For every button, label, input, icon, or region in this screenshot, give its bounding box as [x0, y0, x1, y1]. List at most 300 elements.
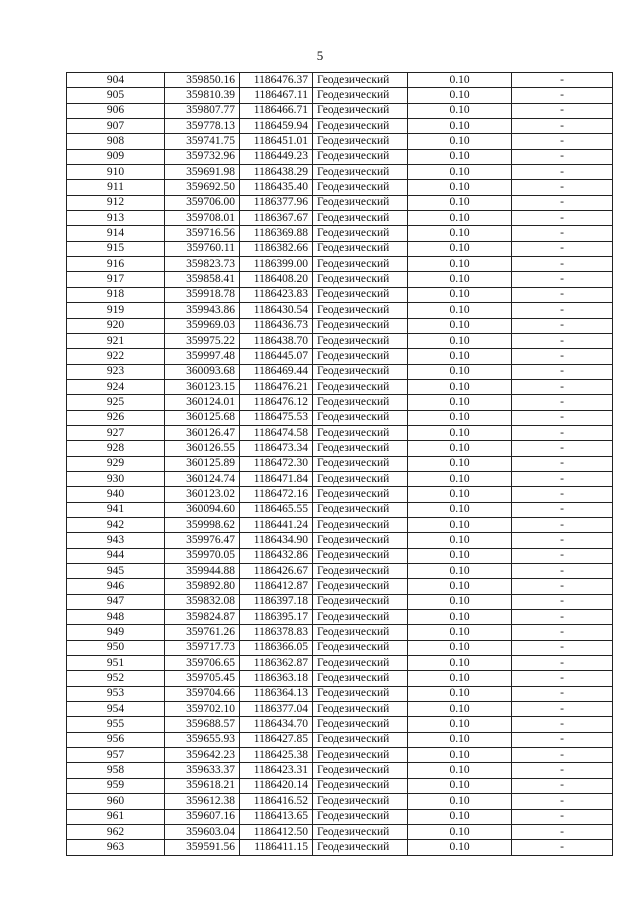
- point-number-cell: 963: [67, 840, 165, 855]
- method-cell: Геодезический: [313, 211, 408, 226]
- note-cell: -: [512, 594, 613, 609]
- note-cell: -: [512, 840, 613, 855]
- y-coordinate-cell: 1186475.53: [240, 410, 313, 425]
- point-number-cell: 957: [67, 748, 165, 763]
- x-coordinate-cell: 359717.73: [165, 640, 240, 655]
- table-row: [67, 594, 613, 609]
- table-row: [67, 533, 613, 548]
- accuracy-cell: 0.10: [408, 226, 512, 241]
- table-row: [67, 732, 613, 747]
- method-cell: Геодезический: [313, 410, 408, 425]
- point-number-cell: 909: [67, 149, 165, 164]
- point-number-cell: 941: [67, 502, 165, 517]
- note-cell: -: [512, 318, 613, 333]
- x-coordinate-cell: 359970.05: [165, 548, 240, 563]
- x-coordinate-cell: 359642.23: [165, 748, 240, 763]
- y-coordinate-cell: 1186423.31: [240, 763, 313, 778]
- point-number-cell: 904: [67, 73, 165, 88]
- y-coordinate-cell: 1186427.85: [240, 732, 313, 747]
- x-coordinate-cell: 359975.22: [165, 333, 240, 348]
- accuracy-cell: 0.10: [408, 471, 512, 486]
- accuracy-cell: 0.10: [408, 625, 512, 640]
- point-number-cell: 958: [67, 763, 165, 778]
- method-cell: Геодезический: [313, 471, 408, 486]
- note-cell: -: [512, 425, 613, 440]
- accuracy-cell: 0.10: [408, 748, 512, 763]
- table-row: [67, 763, 613, 778]
- method-cell: Геодезический: [313, 364, 408, 379]
- accuracy-cell: 0.10: [408, 88, 512, 103]
- table-row: [67, 456, 613, 471]
- x-coordinate-cell: 359760.11: [165, 241, 240, 256]
- note-cell: -: [512, 349, 613, 364]
- x-coordinate-cell: 359918.78: [165, 287, 240, 302]
- point-number-cell: 912: [67, 195, 165, 210]
- table-row: [67, 333, 613, 348]
- accuracy-cell: 0.10: [408, 487, 512, 502]
- point-number-cell: 943: [67, 533, 165, 548]
- table-row: [67, 180, 613, 195]
- y-coordinate-cell: 1186378.83: [240, 625, 313, 640]
- y-coordinate-cell: 1186425.38: [240, 748, 313, 763]
- note-cell: -: [512, 610, 613, 625]
- note-cell: -: [512, 778, 613, 793]
- point-number-cell: 944: [67, 548, 165, 563]
- method-cell: Геодезический: [313, 778, 408, 793]
- point-number-cell: 959: [67, 778, 165, 793]
- x-coordinate-cell: 360125.68: [165, 410, 240, 425]
- note-cell: -: [512, 165, 613, 180]
- y-coordinate-cell: 1186395.17: [240, 610, 313, 625]
- note-cell: -: [512, 73, 613, 88]
- y-coordinate-cell: 1186377.04: [240, 702, 313, 717]
- method-cell: Геодезический: [313, 379, 408, 394]
- point-number-cell: 919: [67, 303, 165, 318]
- accuracy-cell: 0.10: [408, 119, 512, 134]
- point-number-cell: 940: [67, 487, 165, 502]
- method-cell: Геодезический: [313, 564, 408, 579]
- accuracy-cell: 0.10: [408, 656, 512, 671]
- method-cell: Геодезический: [313, 441, 408, 456]
- accuracy-cell: 0.10: [408, 610, 512, 625]
- x-coordinate-cell: 359704.66: [165, 686, 240, 701]
- accuracy-cell: 0.10: [408, 333, 512, 348]
- x-coordinate-cell: 359655.93: [165, 732, 240, 747]
- accuracy-cell: 0.10: [408, 778, 512, 793]
- note-cell: -: [512, 88, 613, 103]
- note-cell: -: [512, 333, 613, 348]
- x-coordinate-cell: 360093.68: [165, 364, 240, 379]
- table-row: [67, 395, 613, 410]
- point-number-cell: 949: [67, 625, 165, 640]
- method-cell: Геодезический: [313, 226, 408, 241]
- accuracy-cell: 0.10: [408, 287, 512, 302]
- x-coordinate-cell: 359823.73: [165, 257, 240, 272]
- table-row: [67, 487, 613, 502]
- x-coordinate-cell: 359706.65: [165, 656, 240, 671]
- note-cell: -: [512, 625, 613, 640]
- table-row: [67, 824, 613, 839]
- point-number-cell: 911: [67, 180, 165, 195]
- method-cell: Геодезический: [313, 180, 408, 195]
- x-coordinate-cell: 359832.08: [165, 594, 240, 609]
- table-row: [67, 379, 613, 394]
- method-cell: Геодезический: [313, 625, 408, 640]
- point-number-cell: 956: [67, 732, 165, 747]
- method-cell: Геодезический: [313, 241, 408, 256]
- table-row: [67, 625, 613, 640]
- point-number-cell: 952: [67, 671, 165, 686]
- accuracy-cell: 0.10: [408, 211, 512, 226]
- point-number-cell: 918: [67, 287, 165, 302]
- y-coordinate-cell: 1186465.55: [240, 502, 313, 517]
- accuracy-cell: 0.10: [408, 73, 512, 88]
- y-coordinate-cell: 1186436.73: [240, 318, 313, 333]
- table-row: [67, 471, 613, 486]
- point-number-cell: 948: [67, 610, 165, 625]
- y-coordinate-cell: 1186377.96: [240, 195, 313, 210]
- method-cell: Геодезический: [313, 425, 408, 440]
- point-number-cell: 955: [67, 717, 165, 732]
- accuracy-cell: 0.10: [408, 441, 512, 456]
- table-row: [67, 717, 613, 732]
- y-coordinate-cell: 1186426.67: [240, 564, 313, 579]
- x-coordinate-cell: 359778.13: [165, 119, 240, 134]
- note-cell: -: [512, 487, 613, 502]
- point-number-cell: 916: [67, 257, 165, 272]
- note-cell: -: [512, 794, 613, 809]
- accuracy-cell: 0.10: [408, 671, 512, 686]
- y-coordinate-cell: 1186473.34: [240, 441, 313, 456]
- accuracy-cell: 0.10: [408, 548, 512, 563]
- x-coordinate-cell: 360123.02: [165, 487, 240, 502]
- method-cell: Геодезический: [313, 717, 408, 732]
- note-cell: -: [512, 640, 613, 655]
- table-row: [67, 364, 613, 379]
- note-cell: -: [512, 748, 613, 763]
- x-coordinate-cell: 359702.10: [165, 702, 240, 717]
- x-coordinate-cell: 360123.15: [165, 379, 240, 394]
- x-coordinate-cell: 359810.39: [165, 88, 240, 103]
- note-cell: -: [512, 226, 613, 241]
- table-row: [67, 748, 613, 763]
- x-coordinate-cell: 359998.62: [165, 517, 240, 532]
- y-coordinate-cell: 1186411.15: [240, 840, 313, 855]
- point-number-cell: 945: [67, 564, 165, 579]
- note-cell: -: [512, 410, 613, 425]
- table-row: [67, 702, 613, 717]
- y-coordinate-cell: 1186445.07: [240, 349, 313, 364]
- accuracy-cell: 0.10: [408, 349, 512, 364]
- method-cell: Геодезический: [313, 119, 408, 134]
- x-coordinate-cell: 359688.57: [165, 717, 240, 732]
- point-number-cell: 907: [67, 119, 165, 134]
- point-number-cell: 951: [67, 656, 165, 671]
- note-cell: -: [512, 241, 613, 256]
- accuracy-cell: 0.10: [408, 640, 512, 655]
- table-row: [67, 671, 613, 686]
- y-coordinate-cell: 1186362.87: [240, 656, 313, 671]
- method-cell: Геодезический: [313, 517, 408, 532]
- y-coordinate-cell: 1186366.05: [240, 640, 313, 655]
- table-row: [67, 318, 613, 333]
- accuracy-cell: 0.10: [408, 517, 512, 532]
- accuracy-cell: 0.10: [408, 303, 512, 318]
- table-row: [67, 303, 613, 318]
- method-cell: Геодезический: [313, 548, 408, 563]
- method-cell: Геодезический: [313, 165, 408, 180]
- table-row: [67, 441, 613, 456]
- point-number-cell: 921: [67, 333, 165, 348]
- table-row: [67, 610, 613, 625]
- note-cell: -: [512, 502, 613, 517]
- point-number-cell: 927: [67, 425, 165, 440]
- table-row: [67, 349, 613, 364]
- note-cell: -: [512, 195, 613, 210]
- note-cell: -: [512, 180, 613, 195]
- method-cell: Геодезический: [313, 502, 408, 517]
- method-cell: Геодезический: [313, 195, 408, 210]
- y-coordinate-cell: 1186382.66: [240, 241, 313, 256]
- table-row: [67, 794, 613, 809]
- table-row: [67, 149, 613, 164]
- y-coordinate-cell: 1186472.30: [240, 456, 313, 471]
- table-row: [67, 840, 613, 855]
- note-cell: -: [512, 134, 613, 149]
- method-cell: Геодезический: [313, 303, 408, 318]
- note-cell: -: [512, 579, 613, 594]
- table-row: [67, 778, 613, 793]
- table-row: [67, 656, 613, 671]
- point-number-cell: 913: [67, 211, 165, 226]
- accuracy-cell: 0.10: [408, 702, 512, 717]
- y-coordinate-cell: 1186367.67: [240, 211, 313, 226]
- note-cell: -: [512, 379, 613, 394]
- y-coordinate-cell: 1186434.90: [240, 533, 313, 548]
- method-cell: Геодезический: [313, 732, 408, 747]
- x-coordinate-cell: 359892.80: [165, 579, 240, 594]
- note-cell: -: [512, 103, 613, 118]
- y-coordinate-cell: 1186441.24: [240, 517, 313, 532]
- point-number-cell: 915: [67, 241, 165, 256]
- x-coordinate-cell: 360124.74: [165, 471, 240, 486]
- note-cell: -: [512, 441, 613, 456]
- point-number-cell: 908: [67, 134, 165, 149]
- note-cell: -: [512, 287, 613, 302]
- y-coordinate-cell: 1186459.94: [240, 119, 313, 134]
- note-cell: -: [512, 533, 613, 548]
- y-coordinate-cell: 1186476.21: [240, 379, 313, 394]
- note-cell: -: [512, 211, 613, 226]
- table-row: [67, 165, 613, 180]
- point-number-cell: 946: [67, 579, 165, 594]
- accuracy-cell: 0.10: [408, 272, 512, 287]
- method-cell: Геодезический: [313, 824, 408, 839]
- x-coordinate-cell: 359943.86: [165, 303, 240, 318]
- note-cell: -: [512, 763, 613, 778]
- x-coordinate-cell: 360125.89: [165, 456, 240, 471]
- table-row: [67, 517, 613, 532]
- point-number-cell: 925: [67, 395, 165, 410]
- method-cell: Геодезический: [313, 149, 408, 164]
- point-number-cell: 920: [67, 318, 165, 333]
- point-number-cell: 962: [67, 824, 165, 839]
- table-row: [67, 579, 613, 594]
- note-cell: -: [512, 671, 613, 686]
- point-number-cell: 924: [67, 379, 165, 394]
- y-coordinate-cell: 1186363.18: [240, 671, 313, 686]
- accuracy-cell: 0.10: [408, 241, 512, 256]
- method-cell: Геодезический: [313, 333, 408, 348]
- method-cell: Геодезический: [313, 610, 408, 625]
- y-coordinate-cell: 1186474.58: [240, 425, 313, 440]
- accuracy-cell: 0.10: [408, 257, 512, 272]
- point-number-cell: 922: [67, 349, 165, 364]
- method-cell: Геодезический: [313, 134, 408, 149]
- point-number-cell: 905: [67, 88, 165, 103]
- accuracy-cell: 0.10: [408, 134, 512, 149]
- accuracy-cell: 0.10: [408, 318, 512, 333]
- table-row: [67, 548, 613, 563]
- note-cell: -: [512, 119, 613, 134]
- method-cell: Геодезический: [313, 794, 408, 809]
- point-number-cell: 928: [67, 441, 165, 456]
- x-coordinate-cell: 359732.96: [165, 149, 240, 164]
- table-row: [67, 226, 613, 241]
- y-coordinate-cell: 1186476.12: [240, 395, 313, 410]
- table-row: [67, 410, 613, 425]
- y-coordinate-cell: 1186412.50: [240, 824, 313, 839]
- y-coordinate-cell: 1186472.16: [240, 487, 313, 502]
- method-cell: Геодезический: [313, 809, 408, 824]
- method-cell: Геодезический: [313, 748, 408, 763]
- x-coordinate-cell: 360094.60: [165, 502, 240, 517]
- note-cell: -: [512, 809, 613, 824]
- table-row: [67, 195, 613, 210]
- method-cell: Геодезический: [313, 349, 408, 364]
- table-row: [67, 640, 613, 655]
- table-row: [67, 272, 613, 287]
- x-coordinate-cell: 359858.41: [165, 272, 240, 287]
- point-number-cell: 953: [67, 686, 165, 701]
- note-cell: -: [512, 656, 613, 671]
- y-coordinate-cell: 1186420.14: [240, 778, 313, 793]
- point-number-cell: 954: [67, 702, 165, 717]
- point-number-cell: 942: [67, 517, 165, 532]
- method-cell: Геодезический: [313, 318, 408, 333]
- note-cell: -: [512, 564, 613, 579]
- x-coordinate-cell: 359591.56: [165, 840, 240, 855]
- method-cell: Геодезический: [313, 671, 408, 686]
- x-coordinate-cell: 359691.98: [165, 165, 240, 180]
- x-coordinate-cell: 359976.47: [165, 533, 240, 548]
- table-row: [67, 257, 613, 272]
- x-coordinate-cell: 359603.04: [165, 824, 240, 839]
- page-number: 5: [316, 48, 324, 63]
- table-row: [67, 119, 613, 134]
- note-cell: -: [512, 702, 613, 717]
- accuracy-cell: 0.10: [408, 364, 512, 379]
- note-cell: -: [512, 517, 613, 532]
- y-coordinate-cell: 1186434.70: [240, 717, 313, 732]
- y-coordinate-cell: 1186413.65: [240, 809, 313, 824]
- method-cell: Геодезический: [313, 73, 408, 88]
- y-coordinate-cell: 1186430.54: [240, 303, 313, 318]
- x-coordinate-cell: 359807.77: [165, 103, 240, 118]
- x-coordinate-cell: 359997.48: [165, 349, 240, 364]
- x-coordinate-cell: 360126.47: [165, 425, 240, 440]
- note-cell: -: [512, 364, 613, 379]
- accuracy-cell: 0.10: [408, 809, 512, 824]
- accuracy-cell: 0.10: [408, 579, 512, 594]
- table-row: [67, 211, 613, 226]
- note-cell: -: [512, 257, 613, 272]
- point-number-cell: 926: [67, 410, 165, 425]
- accuracy-cell: 0.10: [408, 763, 512, 778]
- method-cell: Геодезический: [313, 456, 408, 471]
- method-cell: Геодезический: [313, 594, 408, 609]
- accuracy-cell: 0.10: [408, 717, 512, 732]
- point-number-cell: 930: [67, 471, 165, 486]
- y-coordinate-cell: 1186438.29: [240, 165, 313, 180]
- table-row: [67, 103, 613, 118]
- y-coordinate-cell: 1186435.40: [240, 180, 313, 195]
- y-coordinate-cell: 1186408.20: [240, 272, 313, 287]
- method-cell: Геодезический: [313, 686, 408, 701]
- method-cell: Геодезический: [313, 103, 408, 118]
- x-coordinate-cell: 359716.56: [165, 226, 240, 241]
- y-coordinate-cell: 1186467.11: [240, 88, 313, 103]
- x-coordinate-cell: 359607.16: [165, 809, 240, 824]
- accuracy-cell: 0.10: [408, 165, 512, 180]
- table-row: [67, 287, 613, 302]
- table-row: [67, 564, 613, 579]
- point-number-cell: 960: [67, 794, 165, 809]
- accuracy-cell: 0.10: [408, 794, 512, 809]
- accuracy-cell: 0.10: [408, 594, 512, 609]
- table-row: [67, 73, 613, 88]
- x-coordinate-cell: 359824.87: [165, 610, 240, 625]
- table-row: [67, 686, 613, 701]
- note-cell: -: [512, 686, 613, 701]
- y-coordinate-cell: 1186423.83: [240, 287, 313, 302]
- point-number-cell: 914: [67, 226, 165, 241]
- note-cell: -: [512, 732, 613, 747]
- x-coordinate-cell: 359692.50: [165, 180, 240, 195]
- table-row: [67, 241, 613, 256]
- x-coordinate-cell: 359969.03: [165, 318, 240, 333]
- point-number-cell: 961: [67, 809, 165, 824]
- method-cell: Геодезический: [313, 88, 408, 103]
- y-coordinate-cell: 1186466.71: [240, 103, 313, 118]
- x-coordinate-cell: 359633.37: [165, 763, 240, 778]
- point-number-cell: 929: [67, 456, 165, 471]
- accuracy-cell: 0.10: [408, 502, 512, 517]
- accuracy-cell: 0.10: [408, 533, 512, 548]
- y-coordinate-cell: 1186476.37: [240, 73, 313, 88]
- x-coordinate-cell: 359850.16: [165, 73, 240, 88]
- x-coordinate-cell: 360124.01: [165, 395, 240, 410]
- table-row: [67, 425, 613, 440]
- table-row: [67, 88, 613, 103]
- note-cell: -: [512, 717, 613, 732]
- method-cell: Геодезический: [313, 272, 408, 287]
- note-cell: -: [512, 149, 613, 164]
- y-coordinate-cell: 1186416.52: [240, 794, 313, 809]
- accuracy-cell: 0.10: [408, 824, 512, 839]
- method-cell: Геодезический: [313, 840, 408, 855]
- method-cell: Геодезический: [313, 395, 408, 410]
